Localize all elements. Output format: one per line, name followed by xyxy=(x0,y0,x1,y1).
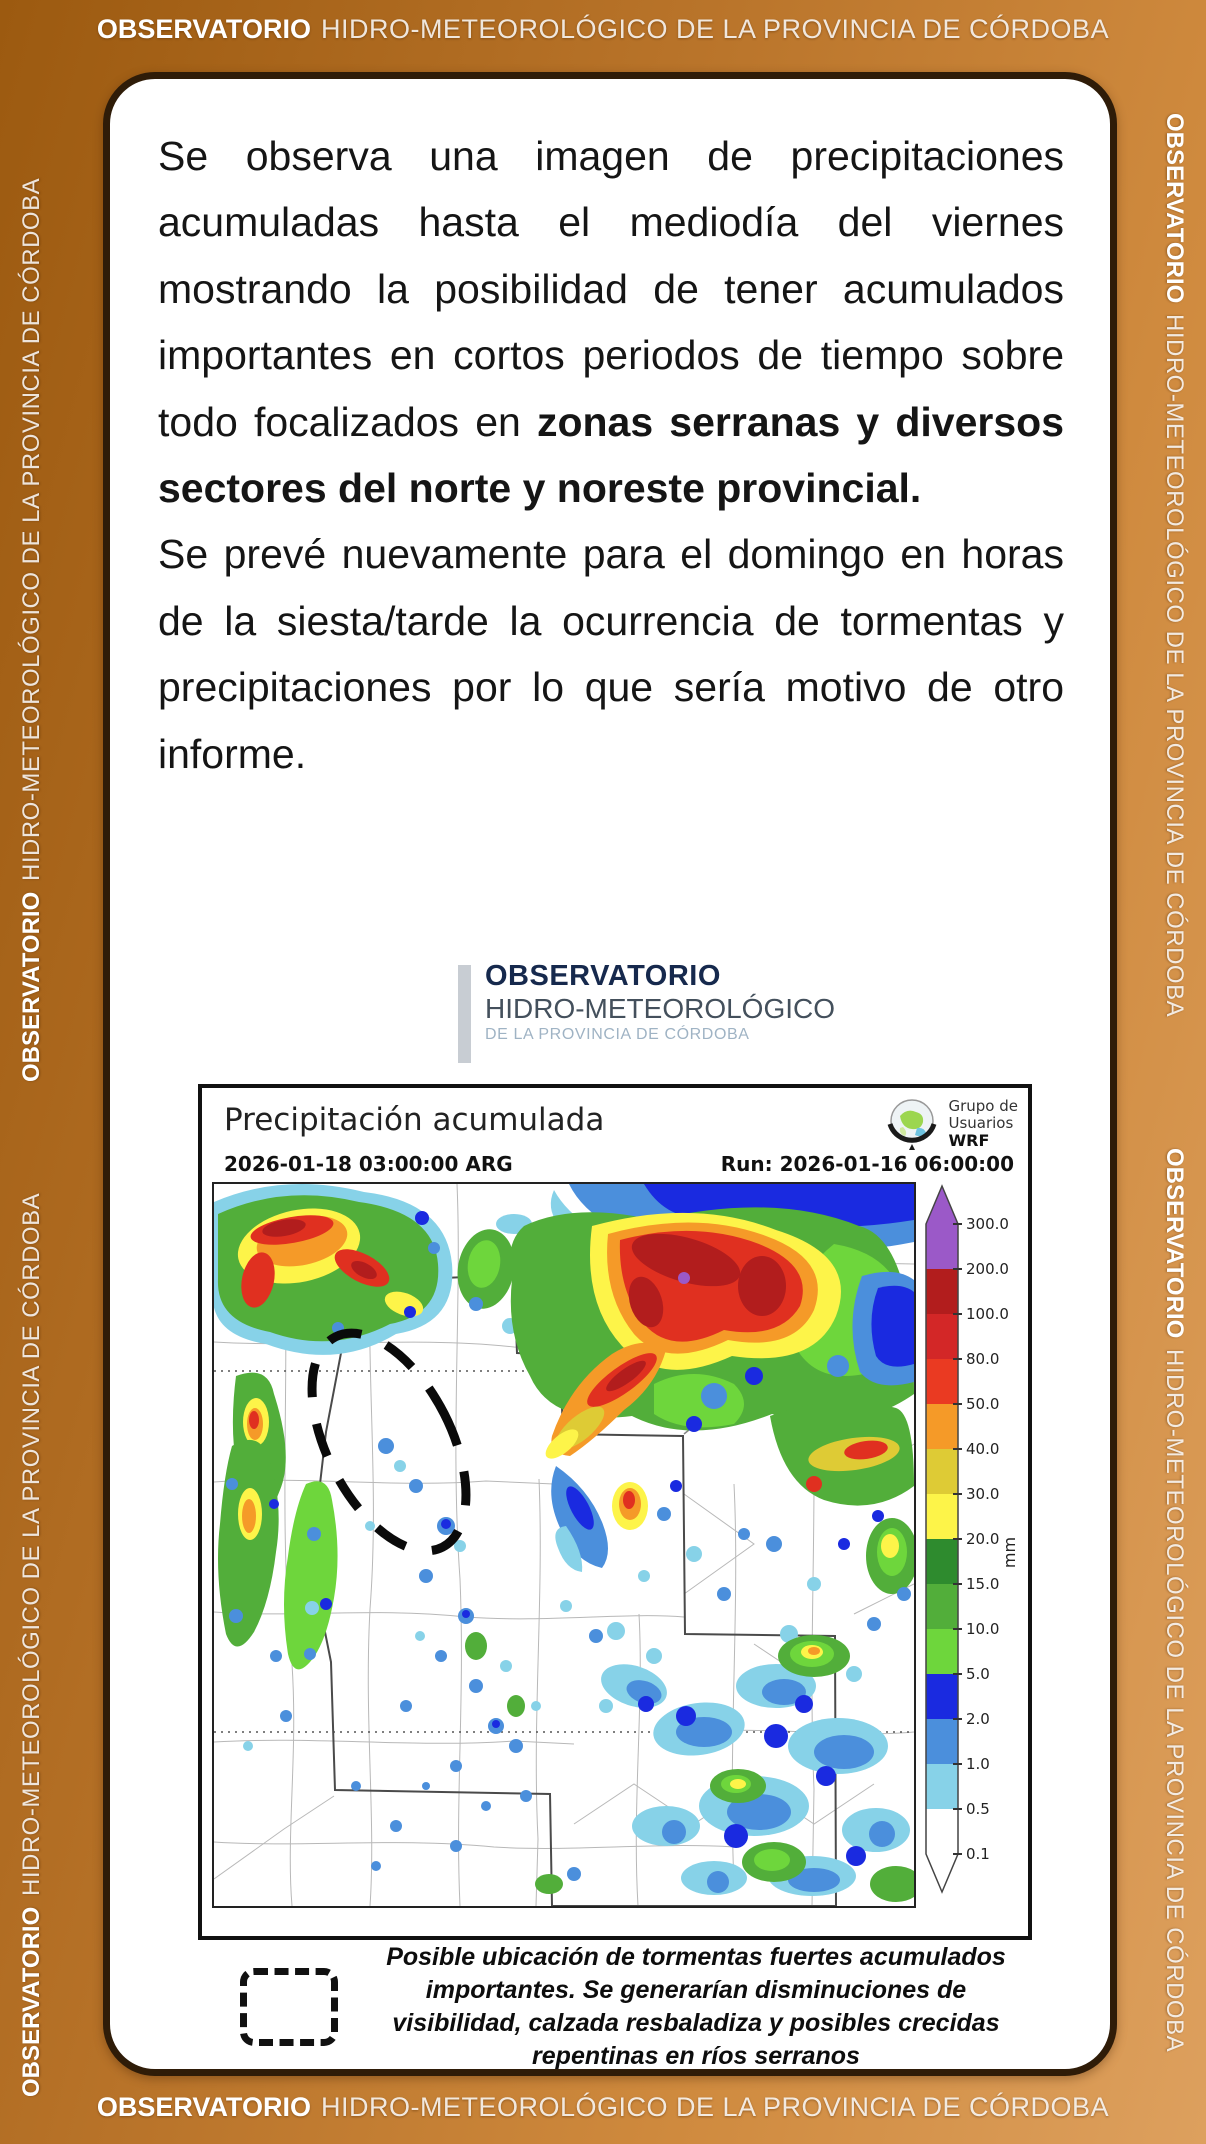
banner-bold-text: OBSERVATORIO xyxy=(1161,1148,1188,1339)
caption-row xyxy=(198,1941,1028,2073)
banner-rest-text: HIDRO-METEOROLÓGICO DE LA PROVINCIA DE CÓRDOBA xyxy=(320,14,1110,44)
banner-bold-text: OBSERVATORIO xyxy=(96,14,311,44)
colorbar-tick-label: 40.0 xyxy=(966,1440,1000,1458)
right-vertical-banner xyxy=(1146,70,1202,1060)
colorbar-tick-label: 2.0 xyxy=(966,1710,990,1728)
banner-rest-text: HIDRO-METEOROLÓGICO DE LA PROVINCIA DE CÓRDOBA xyxy=(18,178,45,882)
precipitation-map xyxy=(214,1184,914,1906)
top-banner xyxy=(0,14,1206,45)
colorbar-tick-label: 200.0 xyxy=(966,1260,1009,1278)
report-text xyxy=(158,123,1064,787)
colorbar-tick-label: 0.1 xyxy=(966,1845,990,1863)
report-card xyxy=(103,72,1117,2076)
paragraph-2: Se prevé nuevamente para el domingo en horas de la siesta/tarde la ocurrencia de tormentas y precipitaciones por lo que sería motivo de otro informe. xyxy=(158,531,1064,777)
wrf-text-line1: Grupo de xyxy=(948,1097,1018,1116)
banner-rest-text: HIDRO-METEOROLÓGICO DE LA PROVINCIA DE CÓRDOBA xyxy=(1161,1348,1188,2052)
dashed-area-legend-icon xyxy=(240,1968,338,2046)
logo-line-2: HIDRO-METEOROLÓGICO xyxy=(485,992,836,1024)
map-title: Precipitación acumulada xyxy=(224,1102,605,1138)
colorbar-graphic xyxy=(924,1184,960,1896)
banner-bold-text: OBSERVATORIO xyxy=(1161,113,1188,304)
wrf-globe-icon xyxy=(883,1094,941,1154)
colorbar-tick-label: 20.0 xyxy=(966,1530,1000,1548)
colorbar-tick-label: 80.0 xyxy=(966,1350,1000,1368)
colorbar-tick-label: 30.0 xyxy=(966,1485,1000,1503)
precipitation-map-panel xyxy=(198,1084,1032,1940)
logo-bar xyxy=(458,965,471,1063)
banner-rest-text: HIDRO-METEOROLÓGICO DE LA PROVINCIA DE CÓRDOBA xyxy=(1161,313,1188,1017)
paragraph-1-regular: Se observa una imagen de precipitaciones acumuladas hasta el mediodía del viernes mostrando la posibilidad de tener acumulados importantes en cortos periodos de tiempo sobre todo focalizados en xyxy=(158,133,1064,445)
bottom-banner xyxy=(0,2092,1206,2123)
colorbar-tick-label: 300.0 xyxy=(966,1215,1009,1233)
colorbar-tick-label: 10.0 xyxy=(966,1620,1000,1638)
model-run-label: Run: 2026-01-16 06:00:00 xyxy=(720,1152,1014,1176)
caption-text: Posible ubicación de tormentas fuertes acumulados importantes. Se generarían disminuciones de visibilidad, calzada resbaladiza y posibles crecidas repentinas en ríos serranos xyxy=(386,1943,1006,2070)
colorbar-unit-label: mm xyxy=(1000,1536,1020,1569)
logo-line-1: OBSERVATORIO xyxy=(485,960,721,992)
banner-bold-text: OBSERVATORIO xyxy=(18,1906,45,2097)
left-vertical-banner xyxy=(4,150,60,1110)
paragraph-1 xyxy=(158,123,1064,521)
colorbar-tick-label: 15.0 xyxy=(966,1575,1000,1593)
logo-line-3: DE LA PROVINCIA DE CÓRDOBA xyxy=(485,1026,750,1044)
wrf-logo-text xyxy=(948,1098,1018,1150)
map-axes xyxy=(212,1182,916,1908)
wrf-text-line2: Usuarios xyxy=(948,1114,1014,1133)
wrf-logo xyxy=(883,1094,1018,1154)
banner-bold-text: OBSERVATORIO xyxy=(18,891,45,1082)
colorbar-tick-label: 100.0 xyxy=(966,1305,1009,1323)
colorbar-tick-label: 50.0 xyxy=(966,1395,1000,1413)
wrf-text-line3: WRF xyxy=(948,1130,990,1150)
left-vertical-banner xyxy=(4,1180,60,2110)
colorbar-tick-label: 5.0 xyxy=(966,1665,990,1683)
right-vertical-banner xyxy=(1146,1100,1202,2100)
banner-bold-text: OBSERVATORIO xyxy=(96,2092,311,2122)
valid-time-label: 2026-01-18 03:00:00 ARG xyxy=(224,1152,513,1176)
colorbar-tick-label: 1.0 xyxy=(966,1755,990,1773)
observatory-logo xyxy=(458,961,835,1063)
colorbar-tick-label: 0.5 xyxy=(966,1800,990,1818)
banner-rest-text: HIDRO-METEOROLÓGICO DE LA PROVINCIA DE CÓRDOBA xyxy=(320,2092,1110,2122)
legend-colorbar xyxy=(924,1184,960,1896)
paragraph-1-bold: zonas serranas y diversos sectores del norte y noreste provincial. xyxy=(158,398,1065,512)
banner-rest-text: HIDRO-METEOROLÓGICO DE LA PROVINCIA DE CÓRDOBA xyxy=(18,1193,45,1897)
